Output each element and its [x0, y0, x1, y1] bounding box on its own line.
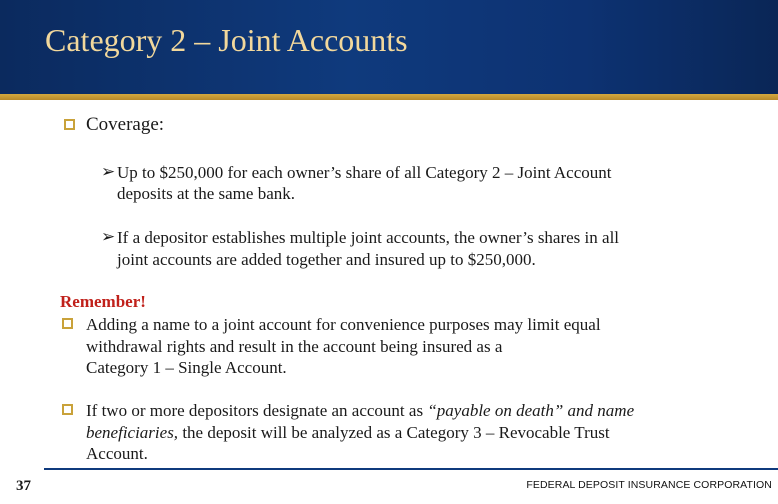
slide-title: Category 2 – Joint Accounts [45, 22, 408, 58]
remember-item-1-line2: withdrawal rights and result in the account being insured as a [86, 337, 503, 356]
arrow-bullet-icon: ➢ [101, 162, 116, 182]
checkbox-bullet-icon [62, 318, 73, 329]
coverage-item-2-line1: If a depositor establishes multiple joint accounts, the owner’s shares in all [117, 228, 620, 247]
coverage-item-2-line2: joint accounts are added together and insured up to $250,000. [117, 250, 536, 269]
coverage-item-1-line2: deposits at the same bank. [117, 184, 295, 203]
page-number: 37 [16, 478, 31, 494]
header-gold-strip [0, 94, 778, 100]
remember-item-2-line2-plain: the deposit will be analyzed as a Category 3 – Revocable Trust [178, 423, 610, 442]
remember-item-2-line2 [86, 422, 610, 443]
remember-item-2-line1-plain: If two or more depositors designate an account as [86, 401, 428, 420]
coverage-item-1-line1: Up to $250,000 for each owner’s share of all Category 2 – Joint Account [117, 163, 612, 182]
remember-item-2-line3: Account. [86, 444, 148, 463]
arrow-bullet-icon: ➢ [101, 227, 116, 247]
footer-organization: FEDERAL DEPOSIT INSURANCE CORPORATION [526, 479, 772, 491]
checkbox-bullet-icon [62, 404, 73, 415]
remember-item-2-line1-italic: “payable on death” and name [427, 401, 635, 420]
footer-divider [44, 468, 778, 470]
remember-label: Remember! [60, 292, 146, 311]
remember-item-2-line1 [86, 400, 634, 421]
remember-item-1-line1: Adding a name to a joint account for convenience purposes may limit equal [86, 315, 601, 334]
coverage-heading: Coverage: [86, 114, 165, 135]
remember-item-1-line3: Category 1 – Single Account. [86, 358, 287, 377]
remember-item-2-line2-italic: beneficiaries, [86, 423, 179, 442]
checkbox-bullet-icon [64, 119, 75, 130]
